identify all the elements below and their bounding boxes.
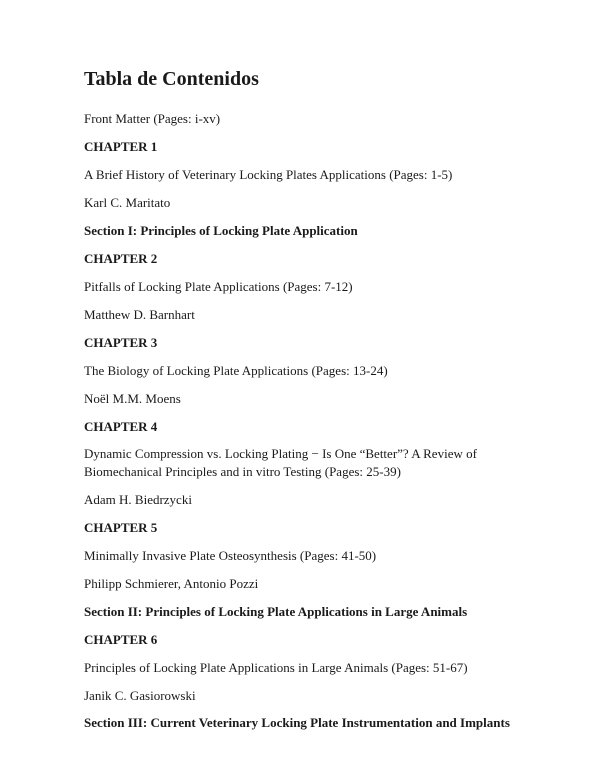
section-heading: Section III: Current Veterinary Locking Plate Instrumentation and Implants <box>84 715 510 730</box>
chapter-heading: CHAPTER 2 <box>84 251 158 266</box>
chapter-heading: CHAPTER 3 <box>84 335 158 350</box>
chapter-author: Noël M.M. Moens <box>84 391 181 406</box>
chapter-author: Matthew D. Barnhart <box>84 307 195 322</box>
chapter-heading: CHAPTER 4 <box>84 419 158 434</box>
chapter-author: Janik C. Gasiorowski <box>84 688 196 703</box>
chapter-author: Karl C. Maritato <box>84 195 171 210</box>
chapter-title-link[interactable]: A Brief History of Veterinary Locking Plates Applications (Pages: 1-5) <box>84 167 453 182</box>
chapter-title-link[interactable]: Principles of Locking Plate Applications in Large Animals (Pages: 51-67) <box>84 660 468 675</box>
chapter-author: Philipp Schmierer, Antonio Pozzi <box>84 576 259 591</box>
section-heading: Section I: Principles of Locking Plate Application <box>84 223 358 238</box>
front-matter-link[interactable]: Front Matter (Pages: i-xv) <box>84 111 221 126</box>
chapter-author: Adam H. Biedrzycki <box>84 492 192 507</box>
chapter-title-link[interactable]: Dynamic Compression vs. Locking Plating − Is One “Better”? A Review of Biomechanical Principles and in vitro Testing (Pages: 25-39) <box>84 446 477 479</box>
chapter-title-link[interactable]: Minimally Invasive Plate Osteosynthesis (Pages: 41-50) <box>84 548 377 563</box>
chapter-heading: CHAPTER 1 <box>84 139 158 154</box>
chapter-heading: CHAPTER 5 <box>84 520 158 535</box>
section-heading: Section II: Principles of Locking Plate Applications in Large Animals <box>84 604 468 619</box>
chapter-title-link[interactable]: Pitfalls of Locking Plate Applications (Pages: 7-12) <box>84 279 353 294</box>
chapter-title-link[interactable]: The Biology of Locking Plate Applications (Pages: 13-24) <box>84 363 388 378</box>
table-of-contents <box>84 66 524 741</box>
page-title: Tabla de Contenidos <box>84 68 259 90</box>
chapter-heading: CHAPTER 6 <box>84 632 158 647</box>
